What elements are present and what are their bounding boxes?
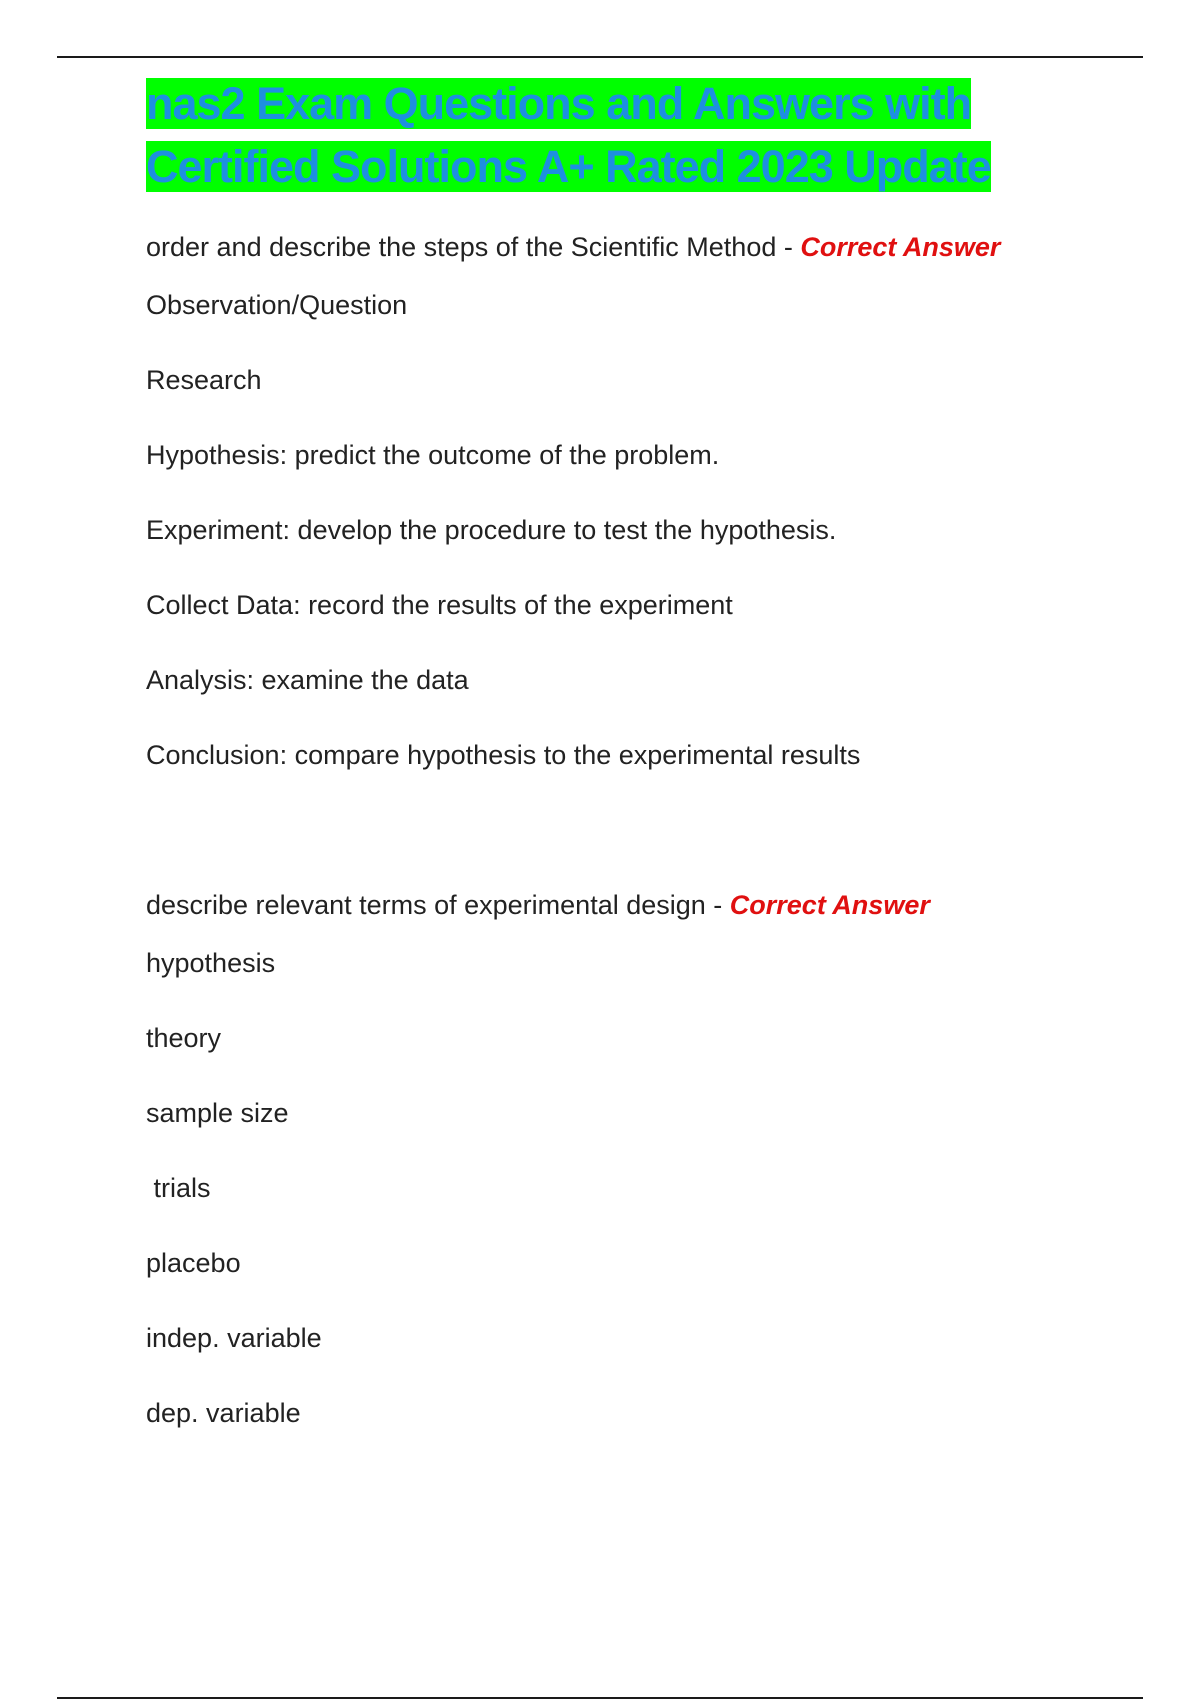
answer-line: placebo xyxy=(146,1248,241,1278)
answer-line: Experiment: develop the procedure to test the hypothesis. xyxy=(146,515,837,545)
question-2 xyxy=(146,876,1096,934)
answer-line: hypothesis xyxy=(146,948,276,978)
question-prompt: describe relevant terms of experimental design xyxy=(146,890,706,920)
answer-line: theory xyxy=(146,1023,222,1053)
spacer xyxy=(146,801,1096,876)
answer-line: Collect Data: record the results of the experiment xyxy=(146,590,733,620)
top-rule xyxy=(57,56,1143,58)
separator: - xyxy=(705,890,730,920)
answer-line: indep. variable xyxy=(146,1323,322,1353)
qa-block-1 xyxy=(146,218,1096,784)
answer-line: Analysis: examine the data xyxy=(146,665,469,695)
answer-line: Conclusion: compare hypothesis to the experimental results xyxy=(146,740,861,770)
question-1 xyxy=(146,218,1096,276)
document-body xyxy=(146,72,1096,1459)
bottom-rule xyxy=(57,1697,1143,1699)
separator: - xyxy=(776,232,801,262)
document-title: nas2 Exam Questions and Answers with Certified Solutions A+ Rated 2023 Update xyxy=(146,78,991,192)
qa-block-2 xyxy=(146,876,1096,1442)
answer-line: Hypothesis: predict the outcome of the problem. xyxy=(146,440,720,470)
answer-line: Observation/Question xyxy=(146,290,408,320)
answer-line: sample size xyxy=(146,1098,289,1128)
correct-answer-label: Correct Answer xyxy=(729,890,930,920)
answer-line: Research xyxy=(146,365,262,395)
correct-answer-label: Correct Answer xyxy=(800,232,1001,262)
answer-line: dep. variable xyxy=(146,1398,301,1428)
question-prompt: order and describe the steps of the Scientific Method xyxy=(146,232,777,262)
answer-line: trials xyxy=(146,1173,211,1203)
